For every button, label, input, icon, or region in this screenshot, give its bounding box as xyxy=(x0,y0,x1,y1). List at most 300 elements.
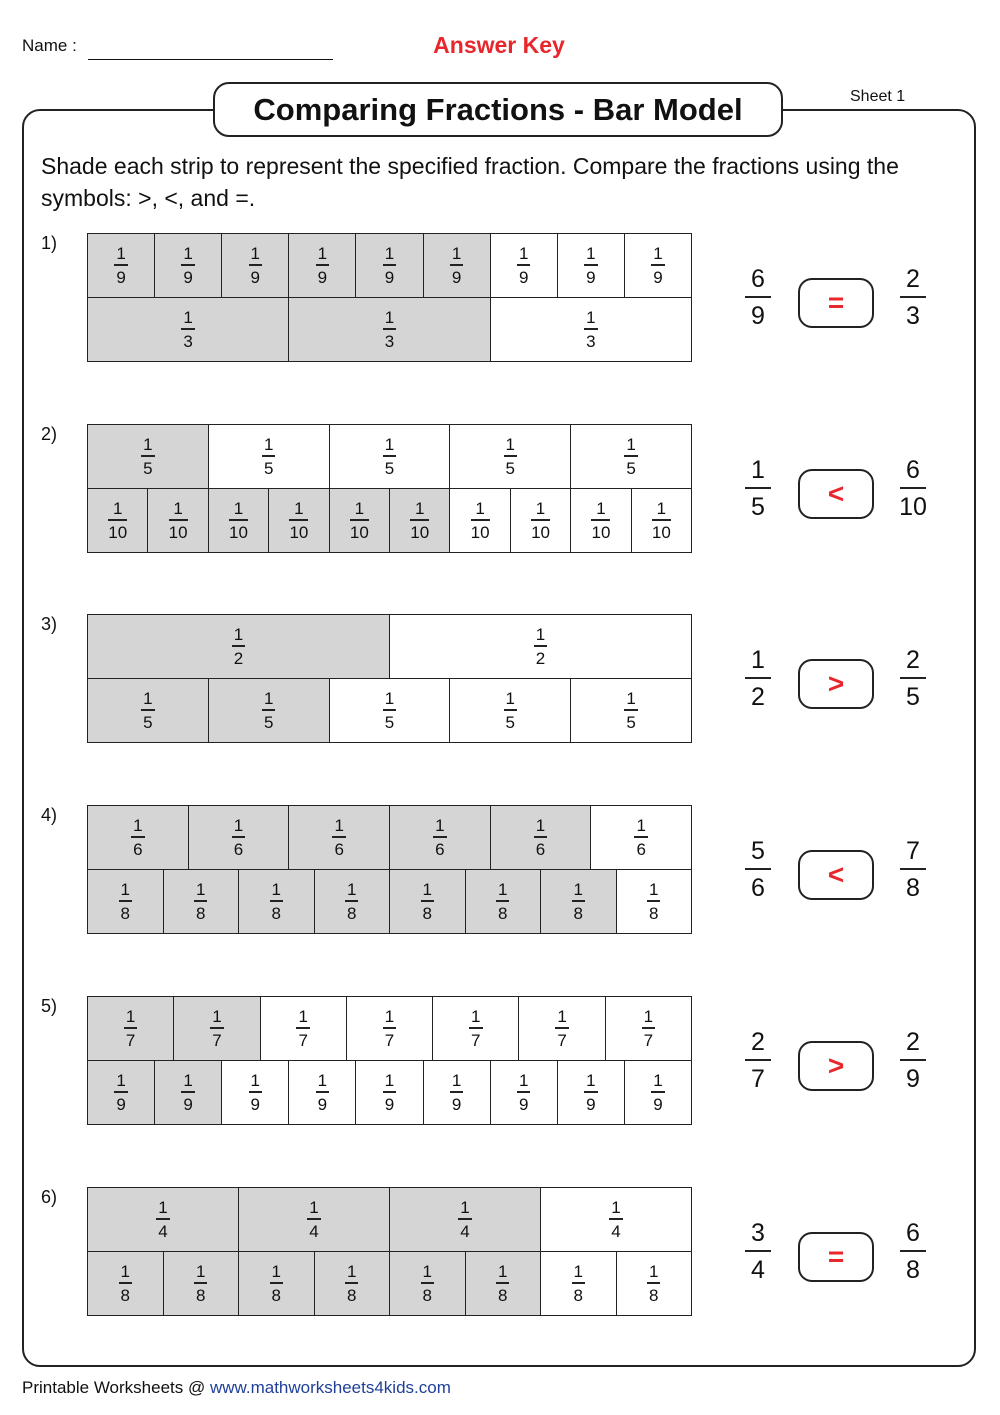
strip-cell[interactable] xyxy=(209,425,330,488)
left-fraction xyxy=(732,1219,784,1285)
unit-fraction xyxy=(210,1008,223,1048)
fraction-numerator: 1 xyxy=(460,1198,470,1218)
fraction-bar-model xyxy=(87,614,692,744)
fraction-denominator: 9 xyxy=(451,267,462,287)
fraction-denominator: 8 xyxy=(422,903,432,923)
comparison xyxy=(730,646,960,716)
problem-2 xyxy=(0,424,1000,554)
strip-cell[interactable] xyxy=(356,1061,423,1124)
strip-cell[interactable] xyxy=(558,234,625,297)
fraction-numerator: 3 xyxy=(751,1219,765,1247)
problem-number: 6) xyxy=(41,1187,58,1207)
unit-fraction xyxy=(350,500,369,540)
right-fraction xyxy=(887,646,939,712)
fraction-numerator: 1 xyxy=(475,499,485,519)
unit-fraction xyxy=(421,1263,434,1303)
fraction-denominator: 9 xyxy=(250,267,260,287)
strip-cell[interactable] xyxy=(433,997,519,1060)
shaded-strip-cell[interactable] xyxy=(189,806,290,869)
fraction-numerator: 1 xyxy=(347,880,357,900)
fraction-denominator: 7 xyxy=(471,1030,481,1050)
strip-cell[interactable] xyxy=(632,489,691,552)
fraction-numerator: 1 xyxy=(414,499,425,519)
strip-cell[interactable] xyxy=(261,997,347,1060)
fraction-numerator: 1 xyxy=(294,499,304,519)
fraction-numerator: 1 xyxy=(384,1007,395,1027)
fraction-numerator: 1 xyxy=(751,646,765,674)
fraction-numerator: 1 xyxy=(196,1262,206,1282)
fraction-line xyxy=(900,487,926,489)
name-line[interactable] xyxy=(88,59,333,60)
shaded-strip-cell[interactable] xyxy=(88,234,155,297)
shaded-strip-cell[interactable] xyxy=(424,234,491,297)
unit-fraction xyxy=(345,881,358,921)
shaded-strip-cell[interactable] xyxy=(88,615,390,678)
unit-fraction xyxy=(517,1072,530,1112)
strip-cell[interactable] xyxy=(571,425,691,488)
fraction-numerator: 1 xyxy=(596,499,606,519)
shaded-strip-cell[interactable] xyxy=(541,870,617,933)
shaded-strip-cell[interactable] xyxy=(88,489,148,552)
footer xyxy=(22,1378,451,1398)
comparison xyxy=(730,1219,960,1289)
fraction-numerator: 1 xyxy=(643,1007,654,1027)
fraction-numerator: 1 xyxy=(535,625,546,645)
fraction-numerator: 1 xyxy=(173,499,183,519)
strip-cell[interactable] xyxy=(617,870,692,933)
fraction-denominator: 3 xyxy=(906,301,920,330)
unit-fraction xyxy=(584,1072,597,1112)
fraction-numerator: 1 xyxy=(505,435,516,455)
fraction-denominator: 2 xyxy=(535,648,546,668)
strip-cell[interactable] xyxy=(390,615,691,678)
fraction-numerator: 1 xyxy=(263,435,274,455)
fraction-denominator: 6 xyxy=(751,873,765,902)
fraction-numerator: 1 xyxy=(653,1071,663,1091)
problem-6 xyxy=(0,1187,1000,1317)
unit-fraction xyxy=(232,817,245,857)
unit-fraction xyxy=(421,881,434,921)
strip-cell[interactable] xyxy=(571,489,631,552)
shaded-strip-cell[interactable] xyxy=(289,806,390,869)
fraction-denominator: 4 xyxy=(158,1221,168,1241)
fraction-denominator: 9 xyxy=(906,1064,920,1093)
fraction-numerator: 1 xyxy=(498,1262,508,1282)
comparison-symbol-box[interactable]: > xyxy=(798,659,874,709)
fraction-line xyxy=(745,1059,771,1061)
strip-cell[interactable] xyxy=(571,679,691,742)
fraction-denominator: 6 xyxy=(133,839,143,859)
right-fraction xyxy=(887,1219,939,1285)
sheet-label: Sheet 1 xyxy=(850,88,906,105)
unit-fraction xyxy=(531,500,550,540)
fraction-numerator: 1 xyxy=(250,244,260,264)
right-fraction xyxy=(887,837,939,903)
strip-cell[interactable] xyxy=(541,1252,617,1315)
fraction-numerator: 1 xyxy=(751,456,765,484)
fraction-numerator: 1 xyxy=(233,625,244,645)
fraction-denominator: 7 xyxy=(557,1030,567,1050)
fraction-numerator: 1 xyxy=(518,1071,529,1091)
fraction-numerator: 1 xyxy=(271,1262,281,1282)
shaded-strip-cell[interactable] xyxy=(466,870,542,933)
strip-cell[interactable] xyxy=(450,679,571,742)
shaded-strip-cell[interactable] xyxy=(209,489,269,552)
top-strip xyxy=(87,424,692,489)
fraction-denominator: 8 xyxy=(120,1285,130,1305)
shaded-strip-cell[interactable] xyxy=(315,1252,391,1315)
fraction-denominator: 3 xyxy=(183,331,193,351)
unit-fraction xyxy=(517,245,530,285)
fraction-denominator: 5 xyxy=(384,458,395,478)
left-fraction xyxy=(732,456,784,522)
unit-fraction xyxy=(316,245,329,285)
fraction-numerator: 1 xyxy=(451,1071,462,1091)
unit-fraction xyxy=(433,817,446,857)
unit-fraction xyxy=(249,1072,262,1112)
fraction-numerator: 1 xyxy=(120,1262,130,1282)
unit-fraction xyxy=(194,1263,207,1303)
top-strip xyxy=(87,1187,692,1252)
top-strip xyxy=(87,805,692,870)
unit-fraction xyxy=(624,436,637,476)
shaded-strip-cell[interactable] xyxy=(88,298,289,361)
unit-fraction xyxy=(141,690,154,730)
footer-site-link[interactable]: www.mathworksheets4kids.com xyxy=(209,1378,451,1397)
fraction-denominator: 9 xyxy=(183,267,193,287)
fraction-numerator: 1 xyxy=(347,1262,357,1282)
shaded-strip-cell[interactable] xyxy=(164,870,240,933)
fraction-denominator: 10 xyxy=(651,522,671,542)
fraction-denominator: 4 xyxy=(751,1255,765,1284)
problem-3 xyxy=(0,614,1000,744)
comparison-symbol-box[interactable]: < xyxy=(798,469,874,519)
shaded-strip-cell[interactable] xyxy=(88,679,209,742)
fraction-numerator: 1 xyxy=(573,1262,583,1282)
unit-fraction xyxy=(471,500,490,540)
shaded-strip-cell[interactable] xyxy=(390,1188,541,1251)
right-fraction xyxy=(887,456,939,522)
bottom-strip xyxy=(87,297,692,362)
fraction-denominator: 9 xyxy=(384,267,395,287)
fraction-denominator: 3 xyxy=(384,331,395,351)
fraction-denominator: 9 xyxy=(653,267,663,287)
unit-fraction xyxy=(572,881,585,921)
shaded-strip-cell[interactable] xyxy=(164,1252,240,1315)
unit-fraction xyxy=(651,245,664,285)
fraction-denominator: 10 xyxy=(410,522,430,542)
fraction-denominator: 10 xyxy=(531,522,550,542)
fraction-numerator: 1 xyxy=(143,689,153,709)
fraction-numerator: 1 xyxy=(435,816,445,836)
fraction-numerator: 1 xyxy=(611,1198,621,1218)
unit-fraction xyxy=(229,500,248,540)
shaded-strip-cell[interactable] xyxy=(390,870,466,933)
unit-fraction xyxy=(345,1263,358,1303)
fraction-denominator: 10 xyxy=(168,522,188,542)
fraction-line xyxy=(900,1250,926,1252)
unit-fraction xyxy=(534,817,547,857)
unit-fraction xyxy=(131,817,144,857)
strip-cell[interactable] xyxy=(625,1061,691,1124)
bottom-strip xyxy=(87,488,692,553)
fraction-numerator: 1 xyxy=(649,880,659,900)
fraction-numerator: 1 xyxy=(354,499,365,519)
unit-fraction xyxy=(296,1008,309,1048)
shaded-strip-cell[interactable] xyxy=(390,1252,466,1315)
unit-fraction xyxy=(114,245,127,285)
unit-fraction xyxy=(609,1199,622,1239)
shaded-strip-cell[interactable] xyxy=(148,489,208,552)
name-label: Name : xyxy=(22,36,77,55)
fraction-numerator: 2 xyxy=(906,265,920,293)
strip-cell[interactable] xyxy=(625,234,691,297)
unit-fraction xyxy=(591,500,610,540)
comparison-symbol-box[interactable]: < xyxy=(798,850,874,900)
fraction-numerator: 1 xyxy=(309,1198,319,1218)
comparison-symbol-box[interactable]: = xyxy=(798,278,874,328)
unit-fraction xyxy=(450,1072,463,1112)
shaded-strip-cell[interactable] xyxy=(330,489,390,552)
fraction-numerator: 1 xyxy=(573,880,583,900)
fraction-numerator: 5 xyxy=(751,837,765,865)
fraction-denominator: 5 xyxy=(906,682,920,711)
fraction-denominator: 9 xyxy=(751,301,765,330)
unit-fraction xyxy=(383,309,396,349)
shaded-strip-cell[interactable] xyxy=(466,1252,542,1315)
fraction-bar-model xyxy=(87,996,692,1126)
problem-number: 3) xyxy=(41,614,58,634)
strip-cell[interactable] xyxy=(558,1061,625,1124)
shaded-strip-cell[interactable] xyxy=(88,1188,239,1251)
fraction-numerator: 1 xyxy=(271,880,281,900)
strip-cell[interactable] xyxy=(491,298,691,361)
fraction-numerator: 1 xyxy=(471,1007,481,1027)
shaded-strip-cell[interactable] xyxy=(88,425,209,488)
fraction-denominator: 7 xyxy=(751,1064,765,1093)
fraction-denominator: 4 xyxy=(309,1221,319,1241)
fraction-denominator: 7 xyxy=(125,1030,136,1050)
fraction-line xyxy=(900,296,926,298)
shaded-strip-cell[interactable] xyxy=(289,298,490,361)
fraction-numerator: 1 xyxy=(557,1007,567,1027)
unit-fraction xyxy=(332,817,345,857)
unit-fraction xyxy=(642,1008,655,1048)
shaded-strip-cell[interactable] xyxy=(209,679,330,742)
fraction-denominator: 7 xyxy=(212,1030,222,1050)
fraction-denominator: 8 xyxy=(196,1285,206,1305)
comparison xyxy=(730,456,960,526)
fraction-denominator: 9 xyxy=(451,1094,462,1114)
fraction-line xyxy=(745,677,771,679)
fraction-denominator: 5 xyxy=(751,492,765,521)
problem-1 xyxy=(0,233,1000,363)
fraction-denominator: 7 xyxy=(643,1030,654,1050)
fraction-numerator: 1 xyxy=(451,244,462,264)
fraction-line xyxy=(900,677,926,679)
fraction-denominator: 3 xyxy=(586,331,596,351)
comparison-symbol-box[interactable]: > xyxy=(798,1041,874,1091)
shaded-strip-cell[interactable] xyxy=(239,1188,390,1251)
fraction-numerator: 1 xyxy=(656,499,667,519)
fraction-numerator: 1 xyxy=(586,308,596,328)
strip-cell[interactable] xyxy=(591,806,691,869)
fraction-numerator: 1 xyxy=(317,1071,328,1091)
fraction-numerator: 1 xyxy=(183,1071,193,1091)
problem-number: 4) xyxy=(41,805,58,825)
shaded-strip-cell[interactable] xyxy=(491,806,592,869)
fraction-denominator: 10 xyxy=(349,522,369,542)
fraction-denominator: 10 xyxy=(591,522,611,542)
fraction-numerator: 1 xyxy=(196,880,206,900)
problem-number: 2) xyxy=(41,424,58,444)
unit-fraction xyxy=(289,500,308,540)
unit-fraction xyxy=(249,245,262,285)
strip-cell[interactable] xyxy=(289,1061,356,1124)
unit-fraction xyxy=(307,1199,320,1239)
fraction-numerator: 1 xyxy=(384,689,395,709)
unit-fraction xyxy=(141,436,154,476)
strip-cell[interactable] xyxy=(450,489,510,552)
unit-fraction xyxy=(584,245,597,285)
fraction-denominator: 8 xyxy=(347,903,357,923)
strip-cell[interactable] xyxy=(424,1061,491,1124)
fraction-denominator: 4 xyxy=(611,1221,621,1241)
fraction-denominator: 9 xyxy=(116,267,126,287)
shaded-strip-cell[interactable] xyxy=(239,1252,315,1315)
fraction-bar-model xyxy=(87,233,692,363)
fraction-denominator: 5 xyxy=(263,458,274,478)
shaded-strip-cell[interactable] xyxy=(88,806,189,869)
shaded-strip-cell[interactable] xyxy=(88,997,174,1060)
shaded-strip-cell[interactable] xyxy=(356,234,423,297)
fraction-denominator: 8 xyxy=(906,873,920,902)
strip-cell[interactable] xyxy=(617,1252,692,1315)
strip-cell[interactable] xyxy=(450,425,571,488)
fraction-line xyxy=(745,487,771,489)
fraction-bar-model xyxy=(87,1187,692,1317)
strip-cell[interactable] xyxy=(491,234,558,297)
strip-cell[interactable] xyxy=(606,997,691,1060)
fraction-numerator: 1 xyxy=(183,244,193,264)
shaded-strip-cell[interactable] xyxy=(155,234,222,297)
fraction-denominator: 8 xyxy=(422,1285,432,1305)
unit-fraction xyxy=(108,500,127,540)
fraction-numerator: 1 xyxy=(133,816,143,836)
fraction-numerator: 6 xyxy=(751,265,765,293)
right-fraction xyxy=(887,265,939,331)
fraction-numerator: 1 xyxy=(586,244,596,264)
fraction-line xyxy=(745,296,771,298)
fraction-denominator: 6 xyxy=(636,839,646,859)
shaded-strip-cell[interactable] xyxy=(174,997,260,1060)
fraction-denominator: 10 xyxy=(470,522,490,542)
fraction-denominator: 8 xyxy=(271,1285,281,1305)
fraction-numerator: 1 xyxy=(125,1007,136,1027)
unit-fraction xyxy=(634,817,647,857)
strip-cell[interactable] xyxy=(330,425,451,488)
fraction-numerator: 7 xyxy=(906,837,920,865)
unit-fraction xyxy=(156,1199,169,1239)
fraction-bar-model xyxy=(87,805,692,935)
shaded-strip-cell[interactable] xyxy=(269,489,329,552)
top-strip xyxy=(87,996,692,1061)
unit-fraction xyxy=(270,881,283,921)
left-fraction xyxy=(732,265,784,331)
fraction-denominator: 10 xyxy=(899,492,927,521)
strip-cell[interactable] xyxy=(519,997,605,1060)
fraction-numerator: 1 xyxy=(212,1007,222,1027)
shaded-strip-cell[interactable] xyxy=(88,1061,155,1124)
strip-cell[interactable] xyxy=(330,679,451,742)
strip-cell[interactable] xyxy=(222,1061,289,1124)
fraction-numerator: 1 xyxy=(535,499,546,519)
bottom-strip xyxy=(87,678,692,743)
shaded-strip-cell[interactable] xyxy=(315,870,391,933)
shaded-strip-cell[interactable] xyxy=(222,234,289,297)
fraction-denominator: 10 xyxy=(229,522,248,542)
unit-fraction xyxy=(555,1008,568,1048)
fraction-denominator: 4 xyxy=(460,1221,470,1241)
fraction-numerator: 1 xyxy=(649,1262,659,1282)
fraction-numerator: 1 xyxy=(653,244,663,264)
strip-cell[interactable] xyxy=(347,997,433,1060)
fraction-denominator: 9 xyxy=(653,1094,663,1114)
fraction-numerator: 2 xyxy=(906,1028,920,1056)
fraction-bar-model xyxy=(87,424,692,554)
strip-cell[interactable] xyxy=(491,1061,558,1124)
fraction-denominator: 10 xyxy=(108,522,128,542)
strip-cell[interactable] xyxy=(541,1188,691,1251)
fraction-denominator: 5 xyxy=(384,712,395,732)
shaded-strip-cell[interactable] xyxy=(155,1061,222,1124)
unit-fraction xyxy=(584,309,597,349)
fraction-numerator: 1 xyxy=(263,689,274,709)
shaded-strip-cell[interactable] xyxy=(289,234,356,297)
unit-fraction xyxy=(181,1072,194,1112)
problem-5 xyxy=(0,996,1000,1126)
fraction-denominator: 9 xyxy=(586,1094,596,1114)
unit-fraction xyxy=(496,881,509,921)
fraction-numerator: 1 xyxy=(233,816,244,836)
fraction-denominator: 9 xyxy=(317,1094,328,1114)
unit-fraction xyxy=(383,436,396,476)
fraction-numerator: 1 xyxy=(250,1071,260,1091)
fraction-denominator: 8 xyxy=(906,1255,920,1284)
top-strip xyxy=(87,614,692,679)
strip-cell[interactable] xyxy=(511,489,571,552)
fraction-denominator: 6 xyxy=(334,839,344,859)
fraction-numerator: 1 xyxy=(505,689,516,709)
shaded-strip-cell[interactable] xyxy=(88,870,164,933)
unit-fraction xyxy=(383,1072,396,1112)
fraction-line xyxy=(900,1059,926,1061)
fraction-denominator: 8 xyxy=(573,1285,583,1305)
unit-fraction xyxy=(124,1008,137,1048)
comparison xyxy=(730,1028,960,1098)
shaded-strip-cell[interactable] xyxy=(88,1252,164,1315)
comparison-symbol-box[interactable]: = xyxy=(798,1232,874,1282)
unit-fraction xyxy=(458,1199,471,1239)
fraction-denominator: 6 xyxy=(233,839,244,859)
shaded-strip-cell[interactable] xyxy=(390,489,450,552)
shaded-strip-cell[interactable] xyxy=(390,806,491,869)
fraction-denominator: 5 xyxy=(626,458,636,478)
fraction-numerator: 6 xyxy=(906,1219,920,1247)
fraction-numerator: 1 xyxy=(116,1071,126,1091)
shaded-strip-cell[interactable] xyxy=(239,870,315,933)
unit-fraction xyxy=(383,690,396,730)
